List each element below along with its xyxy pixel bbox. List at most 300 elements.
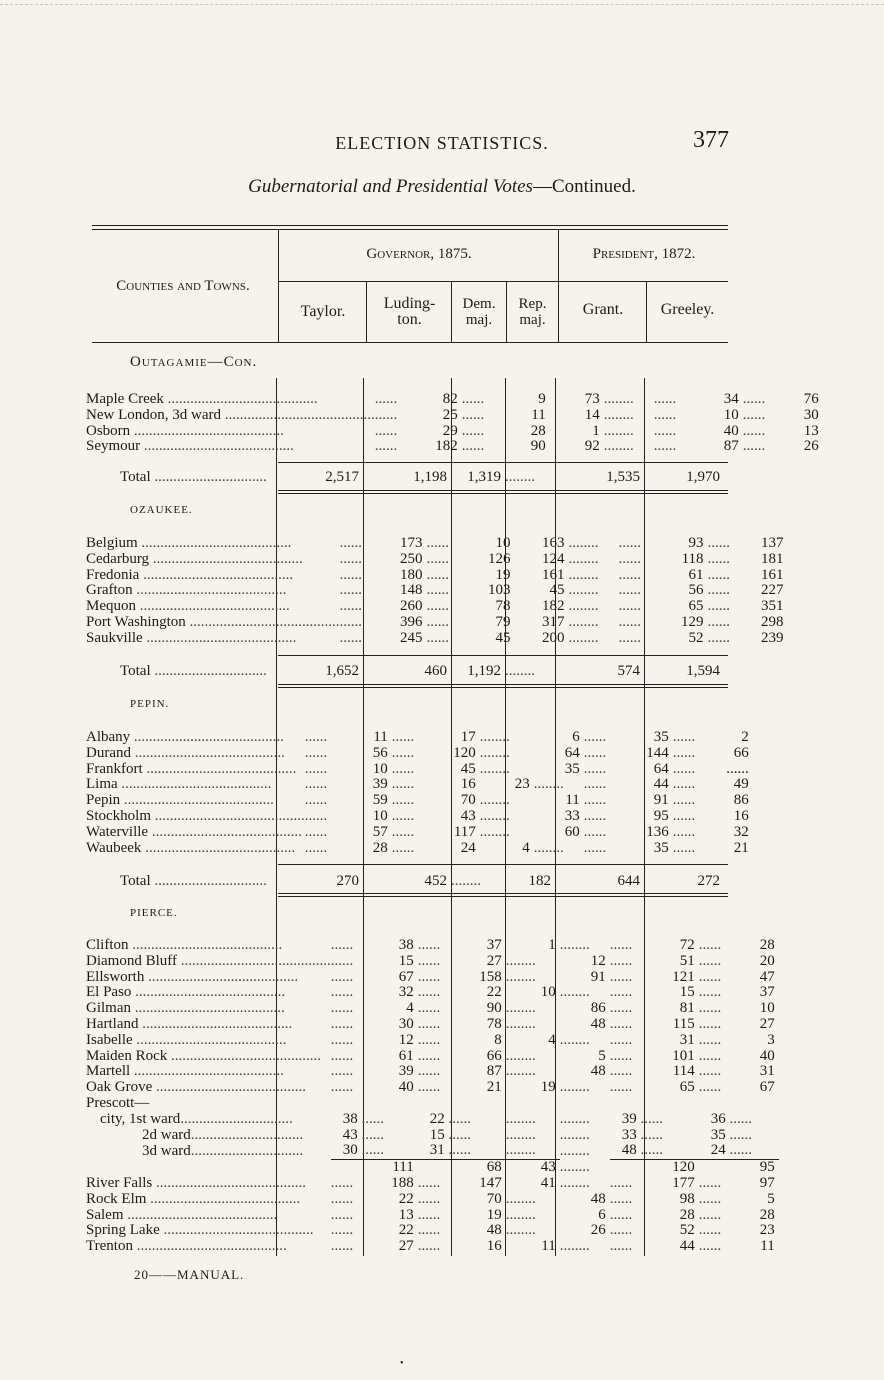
dem-maj-cell-value: 161 [542, 567, 565, 583]
greeley-cell-value: 76 [803, 392, 819, 407]
grant-cell [584, 746, 673, 762]
prescott-sum-ludington-value: 68 [486, 1159, 502, 1176]
town-name-text: Port Washington [86, 614, 186, 630]
greeley-cell [673, 777, 753, 793]
leader-dots: ...... [698, 1191, 722, 1207]
taylor-cell-value: 15 [398, 953, 414, 969]
taylor-cell-value: 12 [398, 1032, 414, 1048]
ludington-cell-value: 22 [486, 985, 502, 1001]
ward-name-text: city, 1st ward [100, 1111, 181, 1127]
table-row [86, 985, 779, 1001]
header-governor-group: Governor, 1875. [366, 246, 472, 262]
taylor-cell [340, 615, 427, 631]
leader-dots: ...... [330, 1048, 354, 1064]
grant-cell-value: 10 [723, 407, 739, 423]
ward-taylor-cell-value: 38 [342, 1111, 358, 1127]
header-divider [558, 229, 559, 342]
taylor-cell-value: 61 [398, 1048, 414, 1064]
rep-maj-cell [560, 1080, 610, 1096]
table-row [86, 1176, 779, 1192]
town-name [86, 985, 331, 1001]
rep-maj-cell [569, 568, 619, 584]
leader-dots: ...... [725, 1111, 752, 1127]
greeley-cell-value: 26 [803, 439, 819, 455]
taylor-cell-value: 182 [435, 439, 458, 455]
prescott-sum-ludington [418, 1160, 506, 1176]
leader-dots: ...... [672, 745, 696, 761]
header-divider [278, 229, 279, 342]
table-row [86, 1033, 779, 1049]
grant-cell-value: 101 [672, 1048, 695, 1064]
table-row [86, 1001, 779, 1017]
county-heading: Outagamie—Con. [130, 355, 258, 370]
taylor-cell [305, 777, 392, 793]
total-dem-cell [451, 874, 505, 890]
ludington-cell-value: 19 [495, 567, 511, 583]
county-heading: PEPIN. [130, 698, 170, 710]
leader-dots: ...... [391, 777, 415, 793]
town-name [86, 1001, 331, 1017]
dem-maj-cell-value: 200 [542, 630, 565, 646]
leader-dots: ........ [603, 392, 634, 407]
page-footer: 20——MANUAL. [134, 1267, 245, 1282]
vote-table-block [86, 664, 724, 680]
dem-maj-cell [506, 1223, 560, 1239]
dem-maj-cell [515, 631, 569, 647]
rep-maj-cell-value: 26 [590, 1223, 606, 1239]
leader-dots: ........ [559, 938, 590, 953]
taylor-cell [331, 1064, 418, 1080]
leader-dots: ...... [707, 630, 731, 646]
leader-dots: ...... [698, 1207, 722, 1223]
rep-maj-cell [534, 746, 584, 762]
rep-maj-cell [569, 615, 619, 631]
taylor-cell [331, 1001, 418, 1017]
rep-maj-cell [560, 1192, 610, 1208]
table-row [86, 1017, 779, 1033]
ward-ludington-cell [418, 1128, 506, 1144]
ludington-cell-value: 87 [486, 1064, 502, 1080]
dem-maj-cell [506, 1208, 560, 1224]
dem-maj-cell [515, 536, 569, 552]
rep-maj-cell [569, 599, 619, 615]
grant-cell [584, 841, 673, 857]
leader-dots: ........ [505, 1207, 536, 1223]
town-name-text: Frankfort [86, 761, 143, 777]
leader-dots: .............................. [180, 1111, 293, 1127]
grant-cell [619, 599, 708, 615]
leader-dots: ...... [698, 985, 722, 1001]
greeley-cell-value: 11 [760, 1239, 775, 1255]
town-name-text: Trenton [86, 1239, 133, 1255]
grant-cell-value: 15 [679, 985, 695, 1001]
leader-dots: ...... [426, 614, 450, 630]
taylor-cell [305, 746, 392, 762]
grant-cell-value: 44 [679, 1239, 695, 1255]
taylor-cell [340, 631, 427, 647]
dem-maj-cell-value: 41 [540, 1175, 556, 1191]
greeley-cell [699, 970, 779, 986]
greeley-cell [699, 985, 779, 1001]
leader-dots: ........ [505, 1048, 536, 1064]
rep-maj-cell [560, 970, 610, 986]
rep-maj-cell [604, 439, 654, 455]
dem-maj-cell [480, 762, 534, 778]
prescott-sum-row [86, 1160, 779, 1176]
ward-ludington-cell [418, 1112, 506, 1128]
section-heading-row [86, 697, 724, 713]
town-name-text: Gilman [86, 1001, 131, 1017]
total-taylor-cell [276, 874, 363, 890]
leader-dots: ...... [672, 840, 696, 856]
leader-dots: ...... [444, 1127, 471, 1143]
vote-table-block [86, 938, 779, 1255]
town-name [86, 730, 305, 746]
ludington-cell-value: 10 [495, 536, 511, 551]
leader-dots: ........................................ [128, 938, 283, 953]
greeley-cell [708, 536, 788, 552]
greeley-cell-value: ...... [726, 761, 749, 777]
ludington-cell [462, 408, 550, 424]
greeley-cell [708, 599, 788, 615]
vote-table-block [86, 536, 788, 647]
total-label-text: Total [120, 664, 151, 679]
town-name [86, 1033, 331, 1049]
leader-dots: ........................................ [149, 551, 303, 567]
greeley-cell-value: 28 [759, 938, 775, 953]
leader-dots: ...... [374, 423, 398, 439]
leader-dots: ........................................ [163, 392, 318, 407]
total-grant-cell [555, 874, 644, 890]
leader-dots: ...... [330, 1207, 354, 1223]
ludington-cell [392, 730, 480, 746]
taylor-cell-value: 22 [398, 1223, 414, 1239]
empty-cell: ........ [505, 1143, 536, 1159]
dem-maj-cell [480, 841, 534, 857]
leader-dots: ........ [479, 745, 510, 761]
rep-maj-cell-value: 12 [590, 953, 606, 969]
header-bottom-rule [92, 342, 728, 343]
table-row [86, 954, 779, 970]
total-dem-cell [451, 470, 505, 486]
grant-cell [584, 809, 673, 825]
greeley-cell-value: 21 [733, 840, 749, 856]
grant-cell [610, 954, 699, 970]
town-name-text: Saukville [86, 630, 143, 646]
table-row [86, 583, 788, 599]
taylor-cell [340, 583, 427, 599]
taylor-cell-value: 11 [373, 730, 388, 745]
ludington-cell-value: 16 [460, 777, 476, 793]
grant-cell-value: 98 [679, 1191, 695, 1207]
prescott-sum-grant [610, 1160, 699, 1176]
taylor-cell [331, 1017, 418, 1033]
greeley-cell [699, 1192, 779, 1208]
greeley-cell-value: 66 [733, 745, 749, 761]
ludington-cell [418, 954, 506, 970]
leader-dots: ........................................ [151, 808, 305, 824]
grant-cell [610, 1223, 699, 1239]
greeley-cell-value: 16 [733, 808, 749, 824]
rep-maj-cell [569, 536, 619, 552]
leader-dots: ........................................ [132, 1239, 287, 1255]
header-greeley: Greeley. [660, 301, 715, 318]
grant-cell [610, 1064, 699, 1080]
greeley-cell [699, 1208, 779, 1224]
grant-cell-value: 93 [688, 536, 704, 551]
leader-dots: ...... [357, 1111, 384, 1127]
ward-greeley-cell-value: 24 [710, 1143, 726, 1159]
greeley-cell-value: 32 [733, 824, 749, 840]
grant-cell [584, 762, 673, 778]
rep-maj-cell [569, 583, 619, 599]
leader-dots: ...... [609, 953, 633, 969]
leader-dots: ........ [603, 423, 634, 439]
table-row [86, 424, 823, 440]
dem-maj-cell [506, 1064, 560, 1080]
taylor-cell-value: 27 [398, 1239, 414, 1255]
ludington-cell [418, 970, 506, 986]
leader-dots: ...... [618, 630, 642, 646]
greeley-cell-value: 47 [759, 969, 775, 985]
prescott-sum-taylor-value: 111 [392, 1159, 414, 1176]
leader-dots: ...... [698, 1239, 722, 1255]
taylor-cell-value: 59 [372, 793, 388, 809]
table-row [86, 552, 788, 568]
ludington-cell-value: 45 [460, 761, 476, 777]
greeley-cell-value: 67 [759, 1080, 775, 1096]
ludington-cell [427, 552, 515, 568]
rep-maj-cell [604, 424, 654, 440]
rep-maj-cell-value: 60 [564, 824, 580, 840]
dem-maj-cell [506, 1080, 560, 1096]
leader-dots: ...... [707, 599, 731, 615]
ludington-cell [392, 762, 480, 778]
leader-dots: ...... [461, 423, 485, 439]
leader-dots: ...... [698, 1064, 722, 1080]
rep-maj-cell-value: 5 [598, 1048, 606, 1064]
leader-dots: ...... [609, 1080, 633, 1096]
leader-dots: ........ [505, 953, 536, 969]
leader-dots: ...... [391, 793, 415, 809]
leader-dots: ........ [505, 969, 536, 985]
leader-dots: ...... [417, 1032, 441, 1048]
leader-dots: ...... [339, 536, 363, 551]
ward-grant-cell [610, 1128, 699, 1144]
ludington-cell-value: 147 [479, 1175, 502, 1191]
dem-maj-cell [506, 938, 560, 954]
header-top-rule-1 [92, 225, 728, 226]
leader-dots: ...... [618, 567, 642, 583]
town-name [86, 408, 375, 424]
grant-cell [610, 1239, 699, 1255]
leader-dots: ...... [742, 407, 766, 423]
ludington-cell [462, 439, 550, 455]
rep-maj-cell [560, 1223, 610, 1239]
leader-dots: ........ [568, 551, 599, 567]
leader-dots: ...... [339, 599, 363, 615]
leader-dots: ...... [698, 1032, 722, 1048]
grant-cell [610, 1208, 699, 1224]
grant-cell-value: 136 [646, 824, 669, 840]
taylor-cell-value: 13 [398, 1207, 414, 1223]
ludington-cell [418, 1192, 506, 1208]
leader-dots: .............................. [150, 664, 267, 679]
leader-dots: ........................................ [142, 761, 297, 777]
taylor-cell-value: 22 [398, 1191, 414, 1207]
greeley-cell [699, 954, 779, 970]
total-dem-cell [451, 664, 505, 680]
taylor-cell-value: 28 [372, 840, 388, 856]
taylor-cell [340, 536, 427, 552]
total-greeley-cell-value: 1,970 [686, 470, 720, 485]
grant-cell-value: 81 [679, 1001, 695, 1017]
grant-cell [610, 1001, 699, 1017]
grant-cell-value: 118 [681, 551, 704, 567]
leader-dots: ........ [479, 793, 510, 809]
section-heading-row [86, 355, 724, 371]
greeley-cell [673, 825, 753, 841]
table-row [86, 746, 753, 762]
leader-dots: ...... [374, 392, 398, 407]
leader-dots: ...... [672, 761, 696, 777]
rep-maj-cell-value: 48 [590, 1016, 606, 1032]
rep-maj-cell [569, 631, 619, 647]
town-name-text: Osborn [86, 423, 131, 439]
leader-dots: ...... [417, 1207, 441, 1223]
ludington-cell-value: 45 [495, 630, 511, 646]
grant-cell [584, 793, 673, 809]
leader-dots: ...... [461, 392, 485, 407]
grant-cell [619, 568, 708, 584]
running-head: ELECTION STATISTICS. [335, 133, 549, 153]
dem-maj-cell [515, 615, 569, 631]
ward-name-text: 3d ward [142, 1143, 191, 1159]
leader-dots: ...... [698, 969, 722, 985]
ludington-cell-value: 24 [460, 840, 476, 856]
ward-greeley-cell-value: 36 [710, 1111, 726, 1127]
leader-dots: ...... [618, 536, 642, 551]
town-name-text: Mequon [86, 599, 136, 615]
total-taylor-cell [276, 664, 363, 680]
dem-maj-cell [506, 1017, 560, 1033]
leader-dots: ...... [330, 1016, 354, 1032]
ludington-cell-value: 158 [479, 969, 502, 985]
grant-cell [584, 777, 673, 793]
ludington-cell-value: 16 [486, 1239, 502, 1255]
town-name-text: El Paso [86, 985, 132, 1001]
leader-dots: ...... [698, 1223, 722, 1239]
ludington-cell-value: 90 [530, 439, 546, 455]
total-dem-cell-value: 1,319 [467, 470, 501, 485]
town-name [86, 599, 340, 615]
subtitle-italic: Gubernatorial and Presidential Votes [248, 176, 533, 197]
leader-dots: ...... [461, 439, 485, 455]
ward-name [86, 1128, 331, 1144]
ludington-cell-value: 117 [453, 824, 476, 840]
ward-taylor-cell [331, 1143, 418, 1159]
greeley-cell-value: 40 [759, 1048, 775, 1064]
leader-dots: ...... [583, 745, 607, 761]
leader-dots: ........................................ [137, 536, 292, 551]
rep-maj-cell [604, 408, 654, 424]
leader-dots: ...... [339, 567, 363, 583]
leader-dots: ...... [707, 551, 731, 567]
table-row [86, 1192, 779, 1208]
section-heading-row [86, 906, 724, 922]
empty-cell: ........ [505, 1127, 536, 1143]
town-name-text: Clifton [86, 938, 129, 953]
dem-maj-cell [515, 599, 569, 615]
total-greeley-cell-value: 1,594 [686, 664, 720, 679]
total-grant-cell [555, 664, 644, 680]
subtitle-continued: —Continued. [532, 176, 636, 197]
grant-cell [610, 1192, 699, 1208]
leader-dots: ...... [330, 1001, 354, 1017]
leader-dots: ...... [583, 761, 607, 777]
dem-maj-cell-value: 92 [584, 439, 600, 455]
section-heading-row [86, 503, 724, 519]
ward-taylor-cell [331, 1128, 418, 1144]
leader-dots: ...... [583, 840, 607, 856]
dem-maj-cell [515, 583, 569, 599]
leader-dots: ...... [391, 824, 415, 840]
vote-table-block [86, 503, 724, 519]
total-greeley-cell [644, 874, 724, 890]
empty-cell [86, 1160, 331, 1176]
ward-name [86, 1112, 331, 1128]
leader-dots: ...... [609, 1191, 633, 1207]
ludington-cell [418, 1176, 506, 1192]
grant-cell [610, 1176, 699, 1192]
ludington-cell-value: 78 [495, 599, 511, 615]
dem-maj-cell [480, 825, 534, 841]
leader-dots: ...... [707, 614, 731, 630]
table-row [86, 970, 779, 986]
table-row [86, 841, 753, 857]
total-label [86, 874, 276, 890]
rep-maj-cell-value: 86 [590, 1001, 606, 1017]
leader-dots: ...... [330, 938, 354, 953]
leader-dots: ...... [609, 1032, 633, 1048]
leader-dots: ........................................ [123, 1207, 278, 1223]
town-name-text: Albany [86, 730, 131, 745]
leader-dots: ........................................ [131, 745, 285, 761]
town-name-text: Lima [86, 777, 118, 793]
leader-dots: ...... [426, 630, 450, 646]
greeley-cell [743, 424, 823, 440]
leader-dots: ........ [505, 1001, 536, 1017]
leader-dots: ...... [330, 969, 354, 985]
grant-cell-value: 177 [672, 1175, 695, 1191]
leader-dots: ...... [698, 1048, 722, 1064]
rep-maj-cell-value: 64 [564, 745, 580, 761]
leader-dots: ...... [330, 1239, 354, 1255]
town-name [86, 536, 340, 552]
leader-dots: ...... [461, 407, 485, 423]
town-name-text: Stockholm [86, 808, 152, 824]
town-name [86, 938, 331, 954]
leader-dots: ...... [304, 745, 328, 761]
leader-dots: ...... [698, 953, 722, 969]
grant-cell-value: 65 [688, 599, 704, 615]
taylor-cell [331, 1033, 418, 1049]
rep-maj-cell-value: 91 [590, 969, 606, 985]
leader-dots: ...... [609, 1016, 633, 1032]
total-taylor-cell-value: 1,652 [325, 664, 359, 679]
town-name [86, 583, 340, 599]
page-number: 377 [693, 127, 729, 153]
